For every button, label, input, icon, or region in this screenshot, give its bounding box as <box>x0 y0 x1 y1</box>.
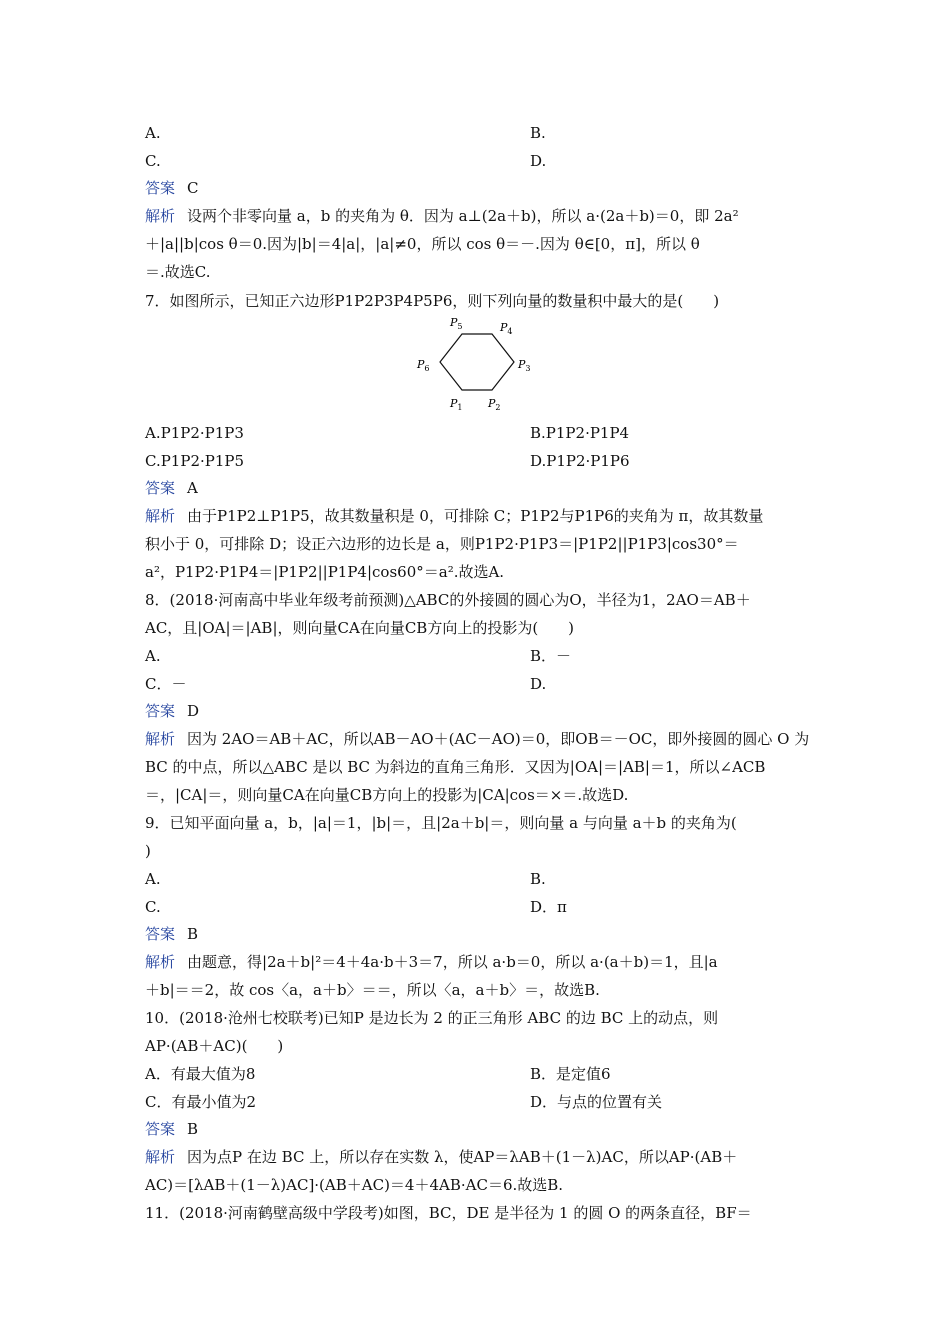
text-line <box>530 150 546 172</box>
vertex-p4: $P_4$ <box>500 321 513 336</box>
analysis-label: 解析 <box>145 1148 176 1166</box>
text-line <box>145 951 718 973</box>
vertex-p3: $P_3$ <box>518 358 531 373</box>
text-line <box>145 896 161 918</box>
text-line <box>145 290 719 312</box>
answer-label: 答案 <box>145 179 176 197</box>
line-text: D．π <box>530 898 567 916</box>
text-line <box>145 700 199 722</box>
line-text: 10．(2018·沧州七校联考)已知P 是边长为 2 的正三角形 ABC 的边 BC 上的动点，则 <box>145 1009 719 1027</box>
line-text: 因为点P 在边 BC 上，所以存在实数 λ，使AP＝λAB＋(1－λ)AC，所以AP·(AB＋ <box>187 1148 738 1166</box>
text-line <box>145 1146 737 1168</box>
line-text: C．－ <box>145 675 187 693</box>
text-line <box>145 923 198 945</box>
text-line <box>530 896 567 918</box>
line-text: a²，P1P2·P1P4＝|P1P2||P1P4|cos60°＝a².故选A. <box>145 563 505 581</box>
line-text: ) <box>145 842 151 860</box>
line-text: D. <box>530 152 547 170</box>
line-text: AC，且|OA|＝|AB|，则向量CA在向量CB方向上的投影为( ) <box>145 619 575 637</box>
line-text: C <box>187 179 199 197</box>
text-line <box>530 422 629 444</box>
text-line <box>530 673 546 695</box>
text-line <box>530 1063 611 1085</box>
line-text: D <box>187 702 200 720</box>
analysis-label: 解析 <box>145 207 176 225</box>
text-line <box>145 1007 718 1029</box>
analysis-label: 解析 <box>145 507 176 525</box>
answer-label: 答案 <box>145 925 176 943</box>
line-text: B.P1P2·P1P4 <box>530 424 630 442</box>
text-line <box>145 1063 255 1085</box>
text-line <box>145 617 574 639</box>
answer-label: 答案 <box>145 702 176 720</box>
line-text: B <box>187 1120 199 1138</box>
text-line <box>145 1174 563 1196</box>
line-text: C.P1P2·P1P5 <box>145 452 245 470</box>
line-text: C．有最小值为2 <box>145 1093 257 1111</box>
text-line <box>145 1091 256 1113</box>
text-line <box>145 840 151 862</box>
text-line <box>145 979 600 1001</box>
text-line <box>145 122 161 144</box>
line-text: 积小于 0，可排除 D；设正六边形的边长是 a，则P1P2·P1P3＝|P1P2||P1P3|cos30°＝ <box>145 535 739 553</box>
line-text: C. <box>145 152 161 170</box>
text-line <box>145 422 244 444</box>
line-text: ＝.故选C. <box>145 263 211 281</box>
text-line <box>145 177 199 199</box>
line-text: 9．已知平面向量 a，b，|a|＝1，|b|＝，且|2a＋b|＝，则向量 a 与向量 a＋b 的夹角为( <box>145 814 737 832</box>
text-line <box>145 261 210 283</box>
line-text: ＋b|＝＝2，故 cos〈a，a＋b〉＝＝，所以〈a，a＋b〉＝，故选B. <box>145 981 600 999</box>
vertex-p5: $P_5$ <box>450 316 463 331</box>
line-text: ＋|a||b|cos θ＝0.因为|b|＝4|a|，|a|≠0，所以 cos θ＝－.因为 θ∈[0，π]，所以 θ <box>145 235 700 253</box>
text-line <box>145 728 809 750</box>
text-line <box>145 477 198 499</box>
text-line <box>145 450 244 472</box>
text-line <box>145 589 751 611</box>
vertex-p2: $P_2$ <box>488 397 501 412</box>
text-line <box>145 1202 752 1224</box>
answer-label: 答案 <box>145 479 176 497</box>
line-text: ＝，|CA|＝，则向量CA在向量CB方向上的投影为|CA|cos＝×＝.故选D. <box>145 786 629 804</box>
line-text: A.P1P2·P1P3 <box>145 424 244 442</box>
text-line <box>145 756 765 778</box>
text-line <box>145 533 739 555</box>
vertex-p6: $P_6$ <box>417 358 430 373</box>
hexagon-figure <box>410 312 540 417</box>
vertex-p1: $P_1$ <box>450 397 463 412</box>
line-text: B．－ <box>530 647 572 665</box>
line-text: 8．(2018·河南高中毕业年级考前预测)△ABC的外接圆的圆心为O，半径为1，2AO＝AB＋ <box>145 591 751 609</box>
answer-label: 答案 <box>145 1120 176 1138</box>
line-text: C. <box>145 898 161 916</box>
text-line <box>530 868 546 890</box>
text-line <box>145 561 504 583</box>
line-text: A. <box>145 870 161 888</box>
text-line <box>145 868 161 890</box>
line-text: AP·(AB＋AC)( ) <box>145 1037 284 1055</box>
text-line <box>145 233 700 255</box>
line-text: 由于P1P2⊥P1P5，故其数量积是 0，可排除 C；P1P2与P1P6的夹角为 π，故其数量 <box>187 507 764 525</box>
line-text: B <box>187 925 199 943</box>
text-line <box>145 505 763 527</box>
line-text: A <box>187 479 198 497</box>
text-line <box>530 122 546 144</box>
hexagon-shape <box>440 334 514 390</box>
line-text: B. <box>530 124 546 142</box>
line-text: D．与点的位置有关 <box>530 1093 663 1111</box>
line-text: 11．(2018·河南鹤壁高级中学段考)如图，BC，DE 是半径为 1 的圆 O 的两条直径，BF＝ <box>145 1204 752 1222</box>
text-line <box>145 150 161 172</box>
line-text: 由题意，得|2a＋b|²＝4＋4a·b＋3＝7，所以 a·b＝0，所以 a·(a＋b)＝1，且|a <box>187 953 718 971</box>
hexagon-vertex-labels <box>416 316 531 412</box>
text-line <box>145 812 737 834</box>
line-text: B．是定值6 <box>530 1065 611 1083</box>
line-text: B. <box>530 870 546 888</box>
line-text: 因为 2AO＝AB＋AC，所以AB－AO＋(AC－AO)＝0，即OB＝－OC，即外接圆的圆心 O 为 <box>187 730 810 748</box>
line-text: A．有最大值为8 <box>145 1065 256 1083</box>
text-line <box>530 1091 662 1113</box>
text-line <box>145 784 628 806</box>
line-text: BC 的中点，所以△ABC 是以 BC 为斜边的直角三角形．又因为|OA|＝|AB|＝1，所以∠ACB <box>145 758 766 776</box>
text-line <box>145 645 161 667</box>
line-text: 7．如图所示，已知正六边形P1P2P3P4P5P6，则下列向量的数量积中最大的是( ) <box>145 292 720 310</box>
line-text: A. <box>145 124 161 142</box>
analysis-label: 解析 <box>145 953 176 971</box>
line-text: D.P1P2·P1P6 <box>530 452 630 470</box>
line-text: A. <box>145 647 161 665</box>
line-text: D. <box>530 675 547 693</box>
text-line <box>145 1035 283 1057</box>
text-line <box>145 1118 198 1140</box>
text-line <box>145 673 186 695</box>
text-line <box>145 205 739 227</box>
text-line <box>530 450 630 472</box>
analysis-label: 解析 <box>145 730 176 748</box>
line-text: AC)＝[λAB＋(1－λ)AC]·(AB＋AC)＝4＋4AB·AC＝6.故选B. <box>145 1176 564 1194</box>
text-line <box>530 645 571 667</box>
line-text: 设两个非零向量 a，b 的夹角为 θ．因为 a⊥(2a＋b)，所以 a·(2a＋b)＝0，即 2a² <box>187 207 739 225</box>
